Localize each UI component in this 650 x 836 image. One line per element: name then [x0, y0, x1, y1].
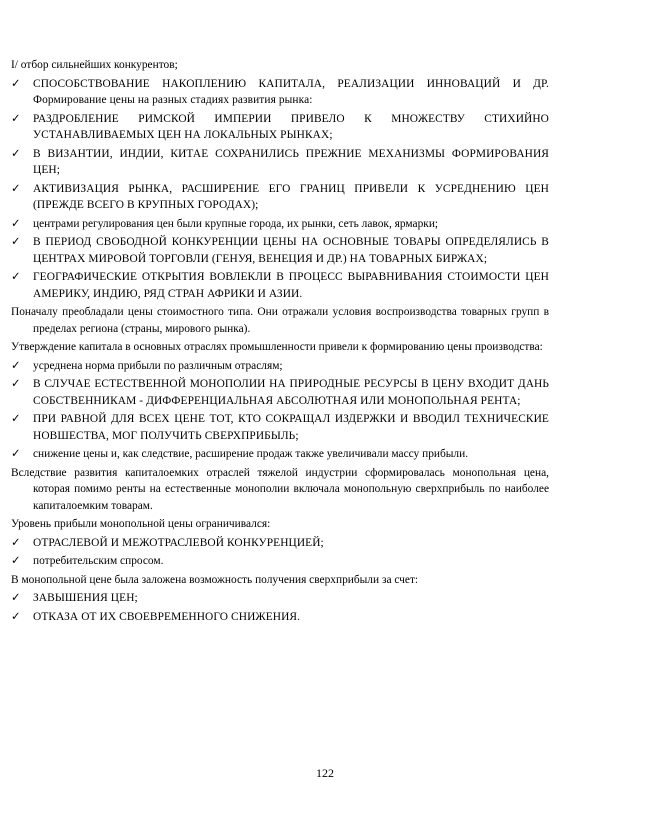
check-icon: ✓	[11, 592, 21, 604]
intro-line: I/ отбор сильнейших конкурентов;	[11, 59, 178, 71]
check-icon: ✓	[11, 217, 21, 230]
list-item	[11, 234, 549, 267]
check-icon: ✓	[11, 112, 21, 125]
list-item-text: усреднена норма прибыли по различным отраслям;	[33, 359, 283, 372]
list-item-text: АКТИВИЗАЦИЯ РЫНКА, РАСШИРЕНИЕ ЕГО ГРАНИЦ ПРИВЕЛИ К УСРЕДНЕНИЮ ЦЕН (ПРЕЖДЕ ВСЕГО В КРУПНЫХ ГОРОДАХ);	[33, 182, 549, 211]
list-item	[11, 76, 549, 109]
check-icon: ✓	[11, 378, 21, 390]
list-item-text: потребительским спросом.	[33, 555, 164, 567]
check-icon: ✓	[11, 448, 21, 460]
check-icon: ✓	[11, 536, 21, 549]
list-item-text: В ПЕРИОД СВОБОДНОЙ КОНКУРЕНЦИИ ЦЕНЫ НА ОСНОВНЫЕ ТОВАРЫ ОПРЕДЕЛЯЛИСЬ В ЦЕНТРАХ МИРОВОЙ ТОРГОВЛИ (ГЕНУЯ, ВЕНЕЦИЯ И ДР.) НА ТОВАРНЫХ БИРЖАХ;	[33, 236, 549, 265]
list-item	[11, 216, 549, 233]
check-icon: ✓	[11, 555, 21, 567]
list-item	[11, 269, 549, 302]
list-item-text: РАЗДРОБЛЕНИЕ РИМСКОЙ ИМПЕРИИ ПРИВЕЛО К МНОЖЕСТВУ СТИХИЙНО УСТАНАВЛИВАЕМЫХ ЦЕН НА ЛОКАЛЬНЫХ РЫНКАХ;	[33, 112, 549, 141]
check-icon: ✓	[11, 271, 21, 283]
check-icon: ✓	[11, 147, 21, 160]
list-item-text: снижение цены и, как следствие, расширение продаж также увеличивали массу прибыли.	[33, 448, 469, 460]
check-icon: ✓	[11, 413, 21, 425]
check-icon: ✓	[11, 77, 21, 90]
list-item	[11, 181, 549, 214]
list-item	[11, 358, 549, 375]
list-item-text: СПОСОБСТВОВАНИЕ НАКОПЛЕНИЮ КАПИТАЛА, РЕАЛИЗАЦИИ ИННОВАЦИЙ И ДР. Формирование цены на разных стадиях развития рынка:	[33, 77, 549, 106]
list-item-text: ОТРАСЛЕВОЙ И МЕЖОТРАСЛЕВОЙ КОНКУРЕНЦИЕЙ;	[33, 536, 324, 549]
list-item	[11, 535, 549, 552]
check-icon: ✓	[11, 610, 21, 623]
paragraph: Уровень прибыли монопольной цены ограничивался:	[11, 518, 271, 530]
list-item	[11, 411, 549, 444]
list-item-text: ЗАВЫШЕНИЯ ЦЕН;	[33, 592, 138, 604]
list-item-text: ГЕОГРАФИЧЕСКИЕ ОТКРЫТИЯ ВОВЛЕКЛИ В ПРОЦЕСС ВЫРАВНИВАНИЯ СТОИМОСТИ ЦЕН АМЕРИКУ, ИНДИЮ, РЯД СТРАН АФРИКИ И АЗИИ.	[33, 271, 549, 300]
paragraph: Вследствие развития капиталоемких отраслей тяжелой индустрии сформировалась монопольная цена, которая помимо ренты на естественные монополии включала монопольную сверхприбыль по наиболее капиталоемким товарам.	[11, 466, 549, 512]
paragraph: В монопольной цене была заложена возможность получения сверхприбыли за счет:	[11, 573, 419, 586]
list-item-text: ОТКАЗА ОТ ИХ СВОЕВРЕМЕННОГО СНИЖЕНИЯ.	[33, 610, 301, 623]
page-number: 122	[316, 766, 334, 780]
list-item	[11, 446, 549, 463]
list-item-text: В ВИЗАНТИИ, ИНДИИ, КИТАЕ СОХРАНИЛИСЬ ПРЕЖНИЕ МЕХАНИЗМЫ ФОРМИРОВАНИЯ ЦЕН;	[33, 147, 549, 176]
paragraph: Поначалу преобладали цены стоимостного типа. Они отражали условия воспроизводства товарных групп в пределах региона (страны, мирового рынка).	[11, 306, 549, 335]
list-item	[11, 376, 549, 409]
list-item-text: В СЛУЧАЕ ЕСТЕСТВЕННОЙ МОНОПОЛИИ НА ПРИРОДНЫЕ РЕСУРСЫ В ЦЕНУ ВХОДИТ ДАНЬ СОБСТВЕННИКАМ - ДИФФЕРЕНЦИАЛЬНАЯ АБСОЛЮТНАЯ ИЛИ МОНОПОЛЬНАЯ РЕНТА;	[33, 378, 549, 407]
document-body	[11, 57, 549, 627]
list-item	[11, 590, 549, 607]
check-icon: ✓	[11, 236, 21, 248]
check-icon: ✓	[11, 182, 21, 195]
list-item	[11, 146, 549, 179]
list-item-text: ПРИ РАВНОЙ ДЛЯ ВСЕХ ЦЕНЕ ТОТ, КТО СОКРАЩАЛ ИЗДЕРЖКИ И ВВОДИЛ ТЕХНИЧЕСКИЕ НОВШЕСТВА, МОГ ПОЛУЧИТЬ СВЕРХПРИБЫЛЬ;	[33, 413, 549, 442]
list-item	[11, 111, 549, 144]
paragraph: Утверждение капитала в основных отраслях промышленности привели к формированию цены производства:	[11, 341, 543, 353]
check-icon: ✓	[11, 359, 21, 372]
list-item	[11, 609, 549, 626]
list-item-text: центрами регулирования цен были крупные города, их рынки, сеть лавок, ярмарки;	[33, 217, 439, 230]
list-item	[11, 553, 549, 570]
